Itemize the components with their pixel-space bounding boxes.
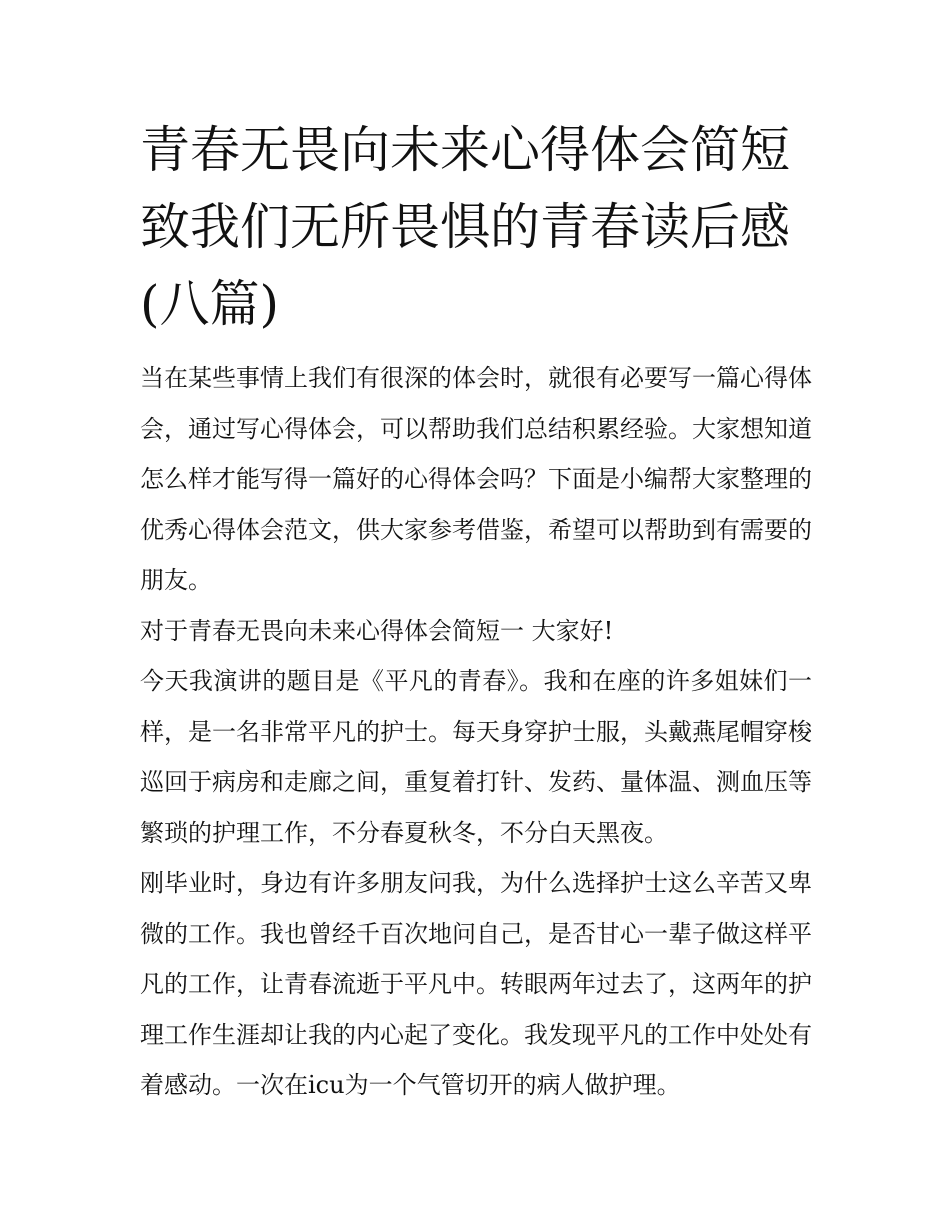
body-paragraph-heading-one: 对于青春无畏向未来心得体会简短一 大家好! bbox=[140, 616, 614, 645]
body-paragraph-graduation: 刚毕业时，身边有许多朋友问我，为什么选择护士这么辛苦又卑微的工作。我也曾经千百次地问自己，是否甘心一辈子做这样平凡的工作，让青春流逝于平凡中。转眼两年过去了，这两年的护理工作生涯却让我的内心起了变化。我发现平凡的工作中处处有着感动。一次在icu为一个气管切开的病人做护理。 bbox=[140, 869, 812, 1099]
body-paragraph-intro: 当在某些事情上我们有很深的体会时，就很有必要写一篇心得体会，通过写心得体会，可以帮助我们总结积累经验。大家想知道怎么样才能写得一篇好的心得体会吗？下面是小编帮大家整理的优秀心得体会范文，供大家参考借鉴，希望可以帮助到有需要的朋友。 bbox=[140, 364, 812, 594]
body-paragraph-speech-topic: 今天我演讲的题目是《平凡的青春》。我和在座的许多姐妹们一样，是一名非常平凡的护士。每天身穿护士服，头戴燕尾帽穿梭巡回于病房和走廊之间，重复着打针、发药、量体温、测血压等繁琐的护理工作，不分春夏秋冬，不分白天黑夜。 bbox=[140, 667, 812, 847]
document-body bbox=[140, 353, 812, 1111]
document-page bbox=[140, 112, 812, 1111]
document-title: 青春无畏向未来心得体会简短致我们无所畏惧的青春读后感(八篇) bbox=[140, 121, 790, 333]
